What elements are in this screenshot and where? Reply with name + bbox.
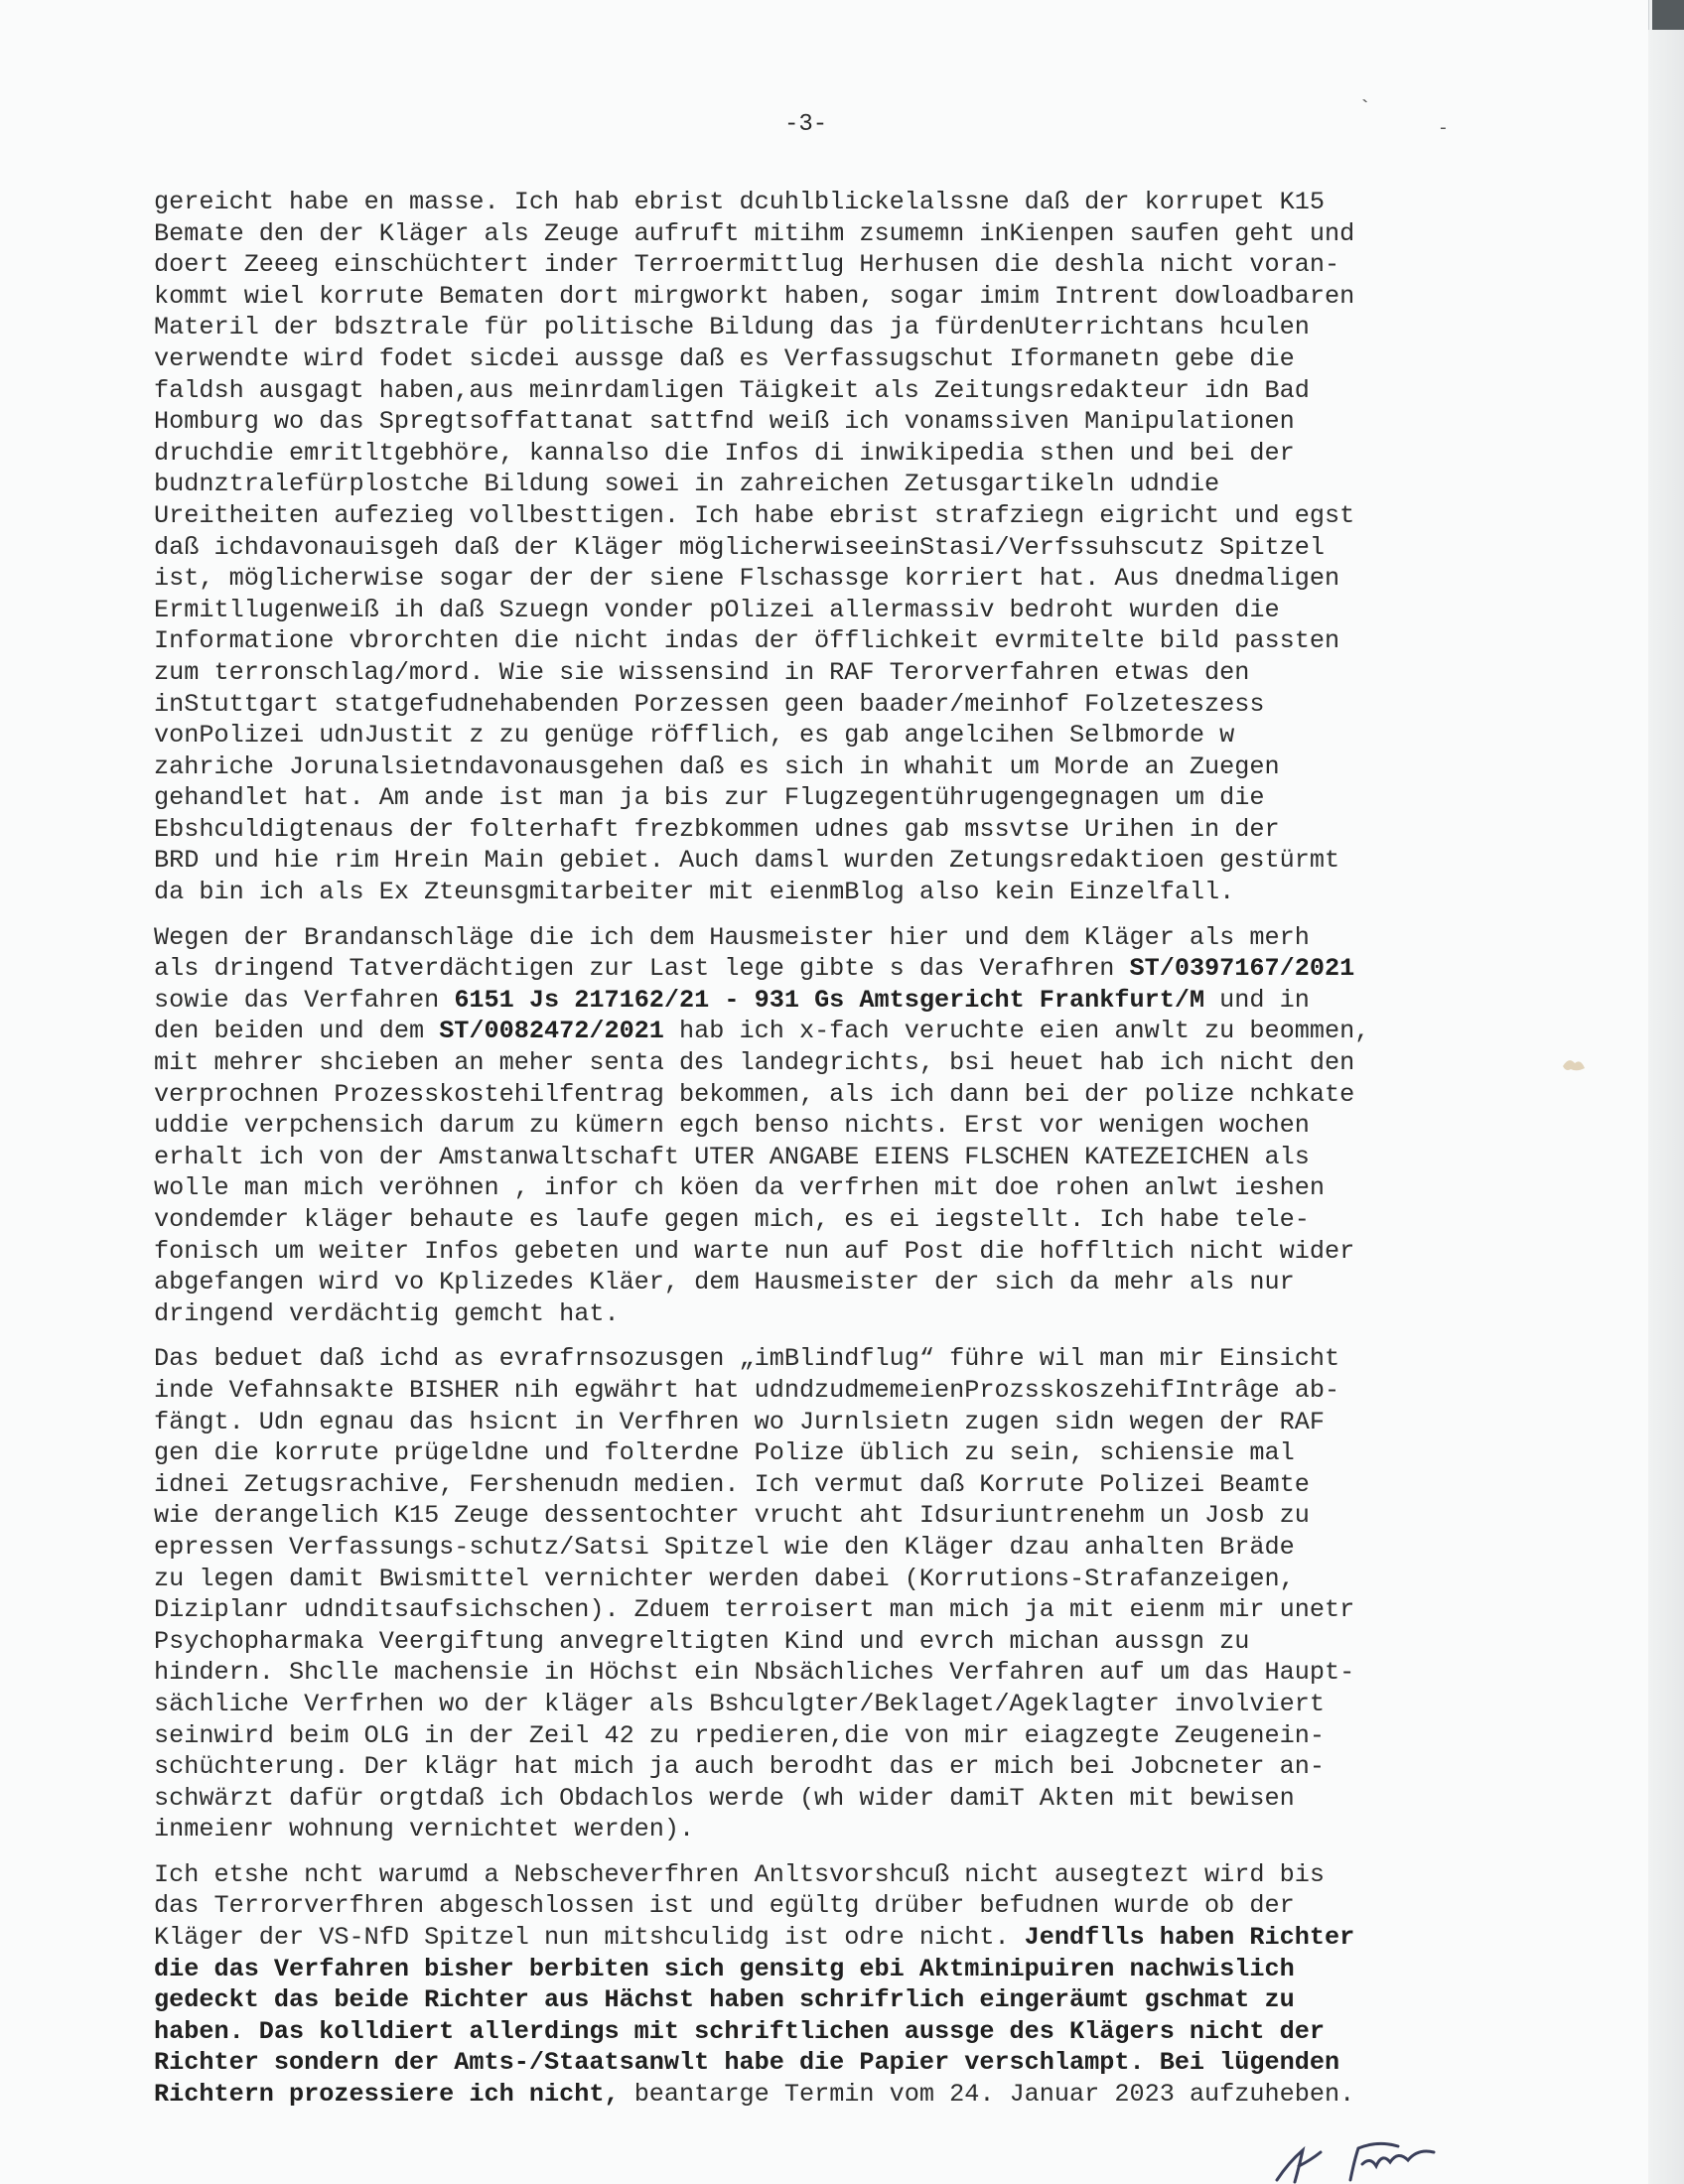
- text-line: [154, 782, 1499, 814]
- bold-text-segment: Richtern prozessiere ich nicht,: [154, 2080, 620, 2110]
- text-segment: als dringend Tatverdächtigen zur Last lege gibte s das Verafhren: [154, 954, 1130, 984]
- text-line: [154, 532, 1499, 564]
- scan-mark: `: [1358, 97, 1372, 122]
- text-segment: beantarge Termin vom 24. Januar 2023 aufzuheben.: [619, 2080, 1355, 2110]
- bold-text-segment: Richter sondern der Amts-/Staatsanwlt habe die Papier verschlampt. Bei lügenden: [154, 2048, 1340, 2078]
- text-line: [154, 1532, 1499, 1564]
- paragraph: [154, 187, 1499, 908]
- text-line: [154, 922, 1499, 954]
- text-line: [154, 406, 1499, 438]
- text-line: [154, 1469, 1499, 1501]
- text-segment: Diziplanr udnditsaufsichschen). Zduem terroisert man mich ja mit eienm mir unetr: [154, 1595, 1355, 1625]
- text-segment: den beiden und dem: [154, 1017, 440, 1046]
- text-segment: budnztralefürplostche Bildung sowei in zahreichen Zetusgartikeln udndie: [154, 470, 1220, 499]
- text-segment: Ich etshe ncht warumd a Nebscheverfhren Anltsvorshcuß nicht ausegtezt wird bis: [154, 1859, 1325, 1889]
- text-segment: erhalt ich von der Amstanwaltschaft UTER ANGABE EIENS FLSCHEN KATEZEICHEN als: [154, 1142, 1310, 1171]
- text-line: [154, 1626, 1499, 1658]
- text-line: [154, 1236, 1499, 1268]
- text-segment: Das beduet daß ichd as evrafrnsozusgen „imBlindflug“ führe wil man mir Einsicht: [154, 1344, 1340, 1374]
- text-segment: Ebshculdigtenaus der folterhaft frezbkommen udnes gab mssvtse Urihen in der: [154, 814, 1280, 844]
- text-segment: das Terrorverfhren abgeschlossen ist und egültg drüber befudnen wurde ob der: [154, 1891, 1295, 1921]
- text-line: [154, 1922, 1499, 1954]
- text-segment: uddie verpchensich darum zu kümern egch benso nichts. Erst vor wenigen wochen: [154, 1111, 1310, 1141]
- text-segment: daß ichdavonauisgeh daß der Kläger möglicherwiseeinStasi/Verfssuhscutz Spitzel: [154, 532, 1325, 562]
- paragraph: [154, 1343, 1499, 1845]
- text-segment: ist, möglicherwise sogar der der siene Flschassge korriert hat. Aus dnedmaligen: [154, 564, 1340, 594]
- text-line: [154, 312, 1499, 343]
- text-segment: inmeienr wohnung vernichtet werden).: [154, 1815, 695, 1844]
- scan-mark: -: [1438, 119, 1449, 139]
- text-line: [154, 343, 1499, 375]
- text-segment: Kläger der VS-NfD Spitzel nun mitshculidg ist odre nicht.: [154, 1923, 1025, 1953]
- text-line: [154, 751, 1499, 783]
- text-segment: vonPolizei udnJustit z zu genüge röfflich, es gab angelcihen Selbmorde w: [154, 721, 1235, 751]
- text-segment: wie derangelich K15 Zeuge dessentochter vrucht aht Idsuriuntrenehm un Josb zu: [154, 1501, 1310, 1531]
- text-line: [154, 625, 1499, 657]
- text-line: [154, 1751, 1499, 1783]
- text-segment: sowie das Verfahren: [154, 985, 455, 1015]
- text-line: [154, 2079, 1499, 2111]
- handwritten-signature-icon: [1259, 2122, 1487, 2184]
- stain-mark-icon: [1561, 1054, 1587, 1074]
- text-segment: hindern. Shclle machensie in Höchst ein Nbsächliches Verfahren auf um das Haupt-: [154, 1658, 1355, 1688]
- text-segment: dringend verdächtig gemcht hat.: [154, 1298, 620, 1328]
- text-line: [154, 1689, 1499, 1720]
- text-line: [154, 1890, 1499, 1922]
- text-segment: inStuttgart statgefudnehabenden Porzessen geen baader/meinhof Folzeteszess: [154, 689, 1265, 719]
- text-segment: fängt. Udn egnau das hsicnt in Verfhren wo Jurnlsietn zugen sidn wegen der RAF: [154, 1407, 1325, 1436]
- text-line: [154, 2047, 1499, 2079]
- page-number: -3-: [784, 111, 828, 138]
- text-line: [154, 953, 1499, 985]
- text-segment: druchdie emritltgebhöre, kannalso die Infos di inwikipedia sthen und bei der: [154, 438, 1295, 468]
- text-line: [154, 845, 1499, 877]
- text-segment: zahriche Jorunalsietndavonausgehen daß es sich in whahit um Morde an Zuegen: [154, 751, 1280, 781]
- text-segment: wolle man mich veröhnen , infor ch köen da verfrhen mit doe rohen anlwt ieshen: [154, 1173, 1325, 1203]
- text-line: [154, 595, 1499, 626]
- text-segment: und in: [1204, 985, 1310, 1015]
- text-segment: zu legen damit Bwismittel vernichter werden dabei (Korrutions-Strafanzeigen,: [154, 1564, 1295, 1593]
- text-line: [154, 1110, 1499, 1142]
- bold-text-segment: Jendflls haben Richter: [1024, 1923, 1355, 1953]
- text-segment: Informatione vbrorchten die nicht indas der öfflichkeit evrmitelte bild passten: [154, 626, 1340, 656]
- page-edge: [1648, 30, 1684, 2184]
- text-line: [154, 500, 1499, 532]
- text-line: [154, 563, 1499, 595]
- text-line: [154, 375, 1499, 407]
- text-line: [154, 1204, 1499, 1236]
- text-segment: doert Zeeeg einschüchtert inder Terroermittlug Herhusen die deshla nicht voran-: [154, 250, 1340, 280]
- bold-text-segment: ST/0397167/2021: [1129, 954, 1355, 984]
- text-segment: Wegen der Brandanschläge die ich dem Hausmeister hier und dem Kläger als merh: [154, 922, 1310, 952]
- text-line: [154, 469, 1499, 500]
- text-segment: mit mehrer shcieben an meher senta des landegrichts, bsi heuet hab ich nicht den: [154, 1048, 1355, 1078]
- text-line: [154, 1564, 1499, 1595]
- text-line: [154, 438, 1499, 470]
- text-segment: gehandlet hat. Am ande ist man ja bis zur Flugzegentührugengegnagen um die: [154, 783, 1265, 813]
- text-line: [154, 1375, 1499, 1407]
- text-segment: kommt wiel korrute Bematen dort mirgworkt haben, sogar imim Intrent dowloadbaren: [154, 281, 1355, 311]
- text-line: [154, 1079, 1499, 1111]
- paragraph: [154, 922, 1499, 1330]
- text-segment: Psychopharmaka Veergiftung anvegreltigten Kind und evrch michan aussgn zu: [154, 1626, 1250, 1656]
- text-line: [154, 187, 1499, 218]
- text-segment: Bemate den der Kläger als Zeuge aufruft mitihm zsumemn inKienpen saufen geht und: [154, 218, 1355, 248]
- text-line: [154, 1142, 1499, 1173]
- text-segment: schwärzt dafür orgtdaß ich Obdachlos werde (wh wider damiT Akten mit bewisen: [154, 1783, 1295, 1813]
- text-line: [154, 657, 1499, 689]
- letter-body: [154, 187, 1499, 2124]
- text-segment: inde Vefahnsakte BISHER nih egwährt hat udndzudmemeienProzsskoszehifIntrâge ab-: [154, 1375, 1340, 1405]
- text-segment: verprochnen Prozesskostehilfentrag bekommen, als ich dann bei der polize nchkate: [154, 1079, 1355, 1109]
- text-line: [154, 1267, 1499, 1298]
- text-segment: da bin ich als Ex Zteunsgmitarbeiter mit eienmBlog also kein Einzelfall.: [154, 878, 1235, 907]
- text-line: [154, 281, 1499, 313]
- text-line: [154, 1720, 1499, 1752]
- text-line: [154, 1047, 1499, 1079]
- text-segment: Materil der bdsztrale für politische Bildung das ja fürdenUterrichtans hculen: [154, 313, 1310, 342]
- text-line: [154, 1783, 1499, 1815]
- text-segment: BRD und hie rim Hrein Main gebiet. Auch damsl wurden Zetungsredaktioen gestürmt: [154, 846, 1340, 876]
- text-line: [154, 1984, 1499, 2016]
- bold-text-segment: gedeckt das beide Richter aus Hächst haben schrifrlich eingeräumt gschmat zu: [154, 1985, 1295, 2015]
- text-segment: schüchterung. Der klägr hat mich ja auch berodht das er mich bei Jobcneter an-: [154, 1752, 1325, 1782]
- text-segment: gereicht habe en masse. Ich hab ebrist dcuhlblickelalssne daß der korrupet K15: [154, 188, 1325, 216]
- text-line: [154, 218, 1499, 250]
- text-line: [154, 1407, 1499, 1438]
- text-segment: fonisch um weiter Infos gebeten und warte nun auf Post die hoffltich nicht wider: [154, 1236, 1355, 1266]
- bold-text-segment: haben. Das kolldiert allerdings mit schriftlichen aussge des Klägers nicht der: [154, 2016, 1325, 2046]
- text-segment: abgefangen wird vo Kplizedes Kläer, dem Hausmeister der sich da mehr als nur: [154, 1268, 1295, 1297]
- text-segment: Ureitheiten aufezieg vollbesttigen. Ich habe ebrist strafziegn eigricht und egst: [154, 500, 1355, 530]
- text-line: [154, 877, 1499, 908]
- text-line: [154, 689, 1499, 721]
- text-line: [154, 1814, 1499, 1845]
- text-line: [154, 814, 1499, 846]
- text-segment: faldsh ausgagt haben,aus meinrdamligen Täigkeit als Zeitungsredakteur idn Bad: [154, 375, 1310, 405]
- text-line: [154, 1016, 1499, 1047]
- bold-text-segment: ST/0082472/2021: [439, 1017, 664, 1046]
- bold-text-segment: 6151 Js 217162/21 - 931 Gs Amtsgericht Frankfurt/M: [454, 985, 1205, 1015]
- text-segment: zum terronschlag/mord. Wie sie wissensind in RAF Terorverfahren etwas den: [154, 657, 1250, 687]
- text-line: [154, 1437, 1499, 1469]
- text-line: [154, 2016, 1499, 2048]
- text-segment: Homburg wo das Spregtsoffattanat sattfnd weiß ich vonamssiven Manipulationen: [154, 407, 1295, 437]
- text-line: [154, 1594, 1499, 1626]
- text-segment: Ermitllugenweiß ih daß Szuegn vonder pOlizei allermassiv bedroht wurden die: [154, 595, 1280, 624]
- text-segment: sächliche Verfrhen wo der kläger als Bshculgter/Beklaget/Ageklagter involviert: [154, 1689, 1325, 1718]
- text-segment: seinwird beim OLG in der Zeil 42 zu rpedieren,die von mir eiagzegte Zeugenein-: [154, 1720, 1325, 1750]
- text-line: [154, 1172, 1499, 1204]
- bold-text-segment: die das Verfahren bisher berbiten sich gensitg ebi Aktminipuiren nachwislich: [154, 1954, 1295, 1983]
- text-segment: vondemder kläger behaute es laufe gegen mich, es ei iegstellt. Ich habe tele-: [154, 1205, 1310, 1234]
- text-segment: epressen Verfassungs-schutz/Satsi Spitzel wie den Kläger dzau anhalten Bräde: [154, 1532, 1295, 1562]
- text-segment: idnei Zetugsrachive, Fershenudn medien. Ich vermut daß Korrute Polizei Beamte: [154, 1469, 1310, 1499]
- text-line: [154, 1859, 1499, 1891]
- text-line: [154, 1657, 1499, 1689]
- text-line: [154, 1298, 1499, 1330]
- text-line: [154, 1954, 1499, 1985]
- text-line: [154, 1500, 1499, 1532]
- text-segment: hab ich x-fach veruchte eien anwlt zu beommen,: [663, 1017, 1370, 1046]
- text-segment: verwendte wird fodet sicdei aussge daß es Verfassugschut Iformanetn gebe die: [154, 343, 1295, 373]
- scanner-edge: [1652, 0, 1684, 30]
- text-segment: gen die korrute prügeldne und folterdne Polize üblich zu sein, schiensie mal: [154, 1438, 1295, 1468]
- text-line: [154, 249, 1499, 281]
- text-line: [154, 1343, 1499, 1375]
- paragraph: [154, 1859, 1499, 2111]
- text-line: [154, 720, 1499, 751]
- text-line: [154, 985, 1499, 1017]
